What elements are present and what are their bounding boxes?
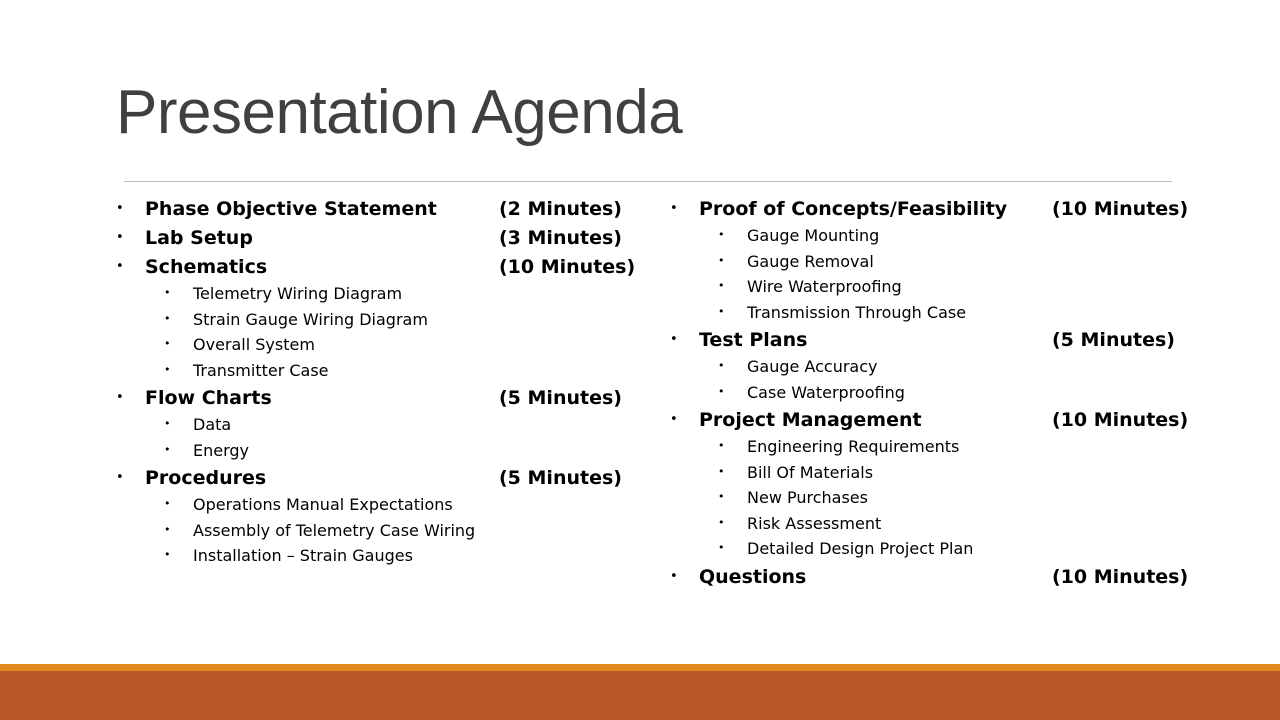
agenda-item xyxy=(116,223,636,252)
agenda-item-label: Proof of Concepts/Feasibility xyxy=(699,198,1008,220)
agenda-item xyxy=(670,405,1230,434)
bullet-icon: • xyxy=(116,470,124,485)
bullet-icon: • xyxy=(718,464,725,478)
agenda-subitem-label: Overall System xyxy=(193,335,315,354)
bullet-icon: • xyxy=(116,390,124,405)
agenda-subitem xyxy=(670,380,1230,406)
agenda-item-label: Schematics xyxy=(145,256,268,278)
agenda-subitem-label: Assembly of Telemetry Case Wiring xyxy=(193,520,476,540)
agenda-item xyxy=(116,383,636,412)
bullet-icon: • xyxy=(718,490,725,503)
agenda-subitem-label: Gauge Accuracy xyxy=(747,357,878,376)
agenda-item xyxy=(670,325,1230,354)
agenda-subitem xyxy=(670,536,1230,562)
agenda-subitem-label: Engineering Requirements xyxy=(747,437,960,456)
agenda-subitem xyxy=(670,300,1230,326)
bullet-icon: • xyxy=(116,259,124,274)
agenda-subitem xyxy=(670,274,1230,300)
bullet-icon: • xyxy=(164,311,171,325)
agenda-subitem-label: Telemetry Wiring Diagram xyxy=(193,284,403,303)
bullet-icon: • xyxy=(718,279,725,292)
agenda-subitem xyxy=(670,485,1230,511)
agenda-subitem-label: Installation – Strain Gauges xyxy=(193,546,413,565)
agenda-item-label: Lab Setup xyxy=(145,227,253,249)
agenda-item xyxy=(670,562,1230,591)
agenda-subitem-label: Strain Gauge Wiring Diagram xyxy=(193,309,428,329)
agenda-item-duration: (3 Minutes) xyxy=(499,227,622,249)
agenda-subitem xyxy=(670,223,1230,249)
agenda-subitem-label: Transmission Through Case xyxy=(747,302,967,322)
agenda-item-duration: (10 Minutes) xyxy=(1052,565,1189,588)
agenda-subitem-label: Wire Waterproofing xyxy=(747,277,902,296)
agenda-item-label: Flow Charts xyxy=(145,387,272,409)
bullet-icon: • xyxy=(670,332,678,347)
agenda-item xyxy=(116,463,636,492)
agenda-subitem xyxy=(670,434,1230,460)
agenda-item-duration: (2 Minutes) xyxy=(499,198,622,220)
agenda-item-duration: (10 Minutes) xyxy=(499,256,636,278)
agenda-item-duration: (5 Minutes) xyxy=(499,387,622,409)
bullet-icon: • xyxy=(670,568,678,584)
bullet-icon: • xyxy=(164,522,171,536)
agenda-item-duration: (10 Minutes) xyxy=(1052,409,1189,431)
agenda-subitem xyxy=(670,249,1230,275)
bullet-icon: • xyxy=(718,515,725,529)
agenda-subitem-label: Transmitter Case xyxy=(193,360,329,380)
bullet-icon: • xyxy=(164,337,171,350)
agenda-subitem xyxy=(670,460,1230,486)
agenda-subitem-label: Case Waterproofing xyxy=(747,382,905,402)
agenda-subitem xyxy=(116,358,636,384)
agenda-item-duration: (5 Minutes) xyxy=(1052,329,1175,351)
agenda-subitem-label: Detailed Design Project Plan xyxy=(747,539,974,558)
bullet-icon: • xyxy=(164,442,171,456)
agenda-subitem xyxy=(116,492,636,518)
bullet-icon: • xyxy=(718,384,725,398)
bullet-icon: • xyxy=(164,417,171,430)
agenda-subitem-label: Gauge Removal xyxy=(747,251,874,271)
agenda-subitem-label: Energy xyxy=(193,440,250,460)
bullet-icon: • xyxy=(164,497,171,510)
bullet-icon: • xyxy=(718,439,725,452)
agenda-subitem xyxy=(670,511,1230,537)
bullet-icon: • xyxy=(718,541,725,554)
bullet-icon: • xyxy=(164,286,171,299)
agenda-subitem xyxy=(670,354,1230,380)
bullet-icon: • xyxy=(116,201,124,216)
agenda-item-duration: (5 Minutes) xyxy=(499,467,622,489)
bullet-icon: • xyxy=(718,228,725,241)
agenda-item xyxy=(670,194,1230,223)
agenda-item-label: Questions xyxy=(699,565,807,588)
footer-accent-stripe xyxy=(0,664,1280,671)
agenda-item-label: Phase Objective Statement xyxy=(145,198,437,220)
agenda-subitem xyxy=(116,307,636,333)
bullet-icon: • xyxy=(670,412,678,427)
agenda-item xyxy=(116,252,636,281)
bullet-icon: • xyxy=(718,253,725,267)
agenda-subitem xyxy=(116,518,636,544)
agenda-subitem-label: New Purchases xyxy=(747,488,868,507)
bullet-icon: • xyxy=(718,359,725,372)
agenda-subitem-label: Gauge Mounting xyxy=(747,226,880,245)
agenda-subitem-label: Data xyxy=(193,415,232,434)
agenda-subitem xyxy=(116,332,636,358)
agenda-item-duration: (10 Minutes) xyxy=(1052,198,1189,220)
agenda-item-label: Procedures xyxy=(145,467,267,489)
agenda-subitem xyxy=(116,543,636,569)
agenda-subitem-label: Operations Manual Expectations xyxy=(193,495,453,514)
bullet-icon: • xyxy=(116,230,124,245)
footer-band xyxy=(0,671,1280,720)
agenda-item-label: Test Plans xyxy=(699,329,808,351)
agenda-subitem xyxy=(116,412,636,438)
agenda-subitem xyxy=(116,281,636,307)
agenda-subitem-label: Risk Assessment xyxy=(747,513,882,533)
agenda-item-label: Project Management xyxy=(699,409,922,431)
title-divider xyxy=(124,181,1172,182)
agenda-left-column xyxy=(116,194,636,569)
agenda-subitem xyxy=(116,438,636,464)
bullet-icon: • xyxy=(718,304,725,318)
agenda-subitem-label: Bill Of Materials xyxy=(747,462,874,482)
bullet-icon: • xyxy=(164,362,171,376)
agenda-item xyxy=(116,194,636,223)
bullet-icon: • xyxy=(670,201,678,216)
agenda-right-column xyxy=(670,194,1230,591)
bullet-icon: • xyxy=(164,548,171,561)
slide-title: Presentation Agenda xyxy=(116,78,683,147)
